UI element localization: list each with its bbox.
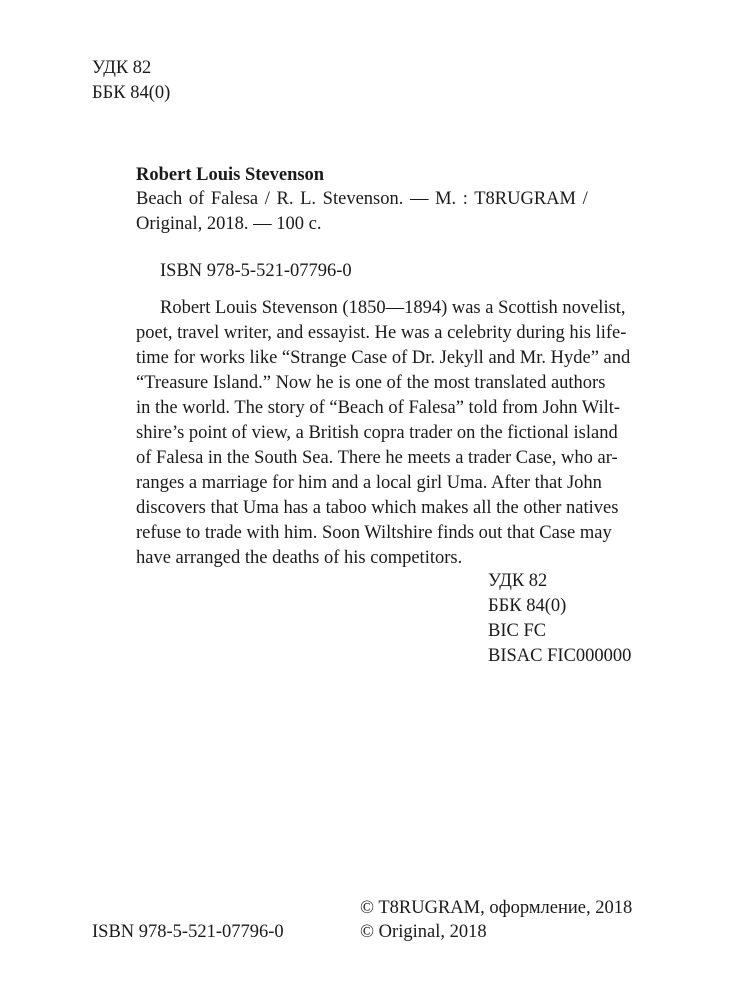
isbn-footer: ISBN 978-5-521-07796-0 (92, 922, 284, 942)
annotation-line: refuse to trade with him. Soon Wiltshire finds out that Case may (136, 523, 612, 543)
bbk-code-top: ББК 84(0) (92, 83, 171, 103)
bic-code: BIC FC (488, 621, 547, 641)
annotation-line: Robert Louis Stevenson (1850—1894) was a Scottish novelist, (160, 298, 626, 318)
annotation-line: ranges a marriage for him and a local girl Uma. After that John (136, 473, 602, 493)
annotation-line: discovers that Uma has a taboo which makes all the other natives (136, 498, 619, 518)
isbn-main: ISBN 978-5-521-07796-0 (160, 261, 352, 281)
author-heading: Robert Louis Stevenson (136, 165, 325, 185)
annotation-line: of Falesa in the South Sea. There he meets a trader Case, who ar- (136, 448, 618, 468)
copyright-publisher: © T8RUGRAM, оформление, 2018 (360, 898, 633, 918)
annotation-line: in the world. The story of “Beach of Falesa” told from John Wilt- (136, 398, 621, 418)
bib-line: Original, 2018. — 100 с. (136, 214, 322, 234)
annotation-line: shire’s point of view, a British copra trader on the fictional island (136, 423, 618, 443)
bib-line: Beach of Falesa / R. L. Stevenson. — M. : T8RUGRAM / (136, 189, 588, 209)
copyright-original: © Original, 2018 (360, 922, 487, 942)
bbk-code: ББК 84(0) (488, 596, 567, 616)
annotation-line: poet, travel writer, and essayist. He was a celebrity during his life- (136, 323, 627, 343)
annotation-line: “Treasure Island.” Now he is one of the most translated authors (136, 373, 606, 393)
bisac-code: BISAC FIC000000 (488, 646, 632, 666)
udk-code: УДК 82 (488, 571, 548, 591)
udk-code-top: УДК 82 (92, 58, 152, 78)
annotation-line: time for works like “Strange Case of Dr. Jekyll and Mr. Hyde” and (136, 348, 631, 368)
annotation-line: have arranged the deaths of his competitors. (136, 548, 463, 568)
